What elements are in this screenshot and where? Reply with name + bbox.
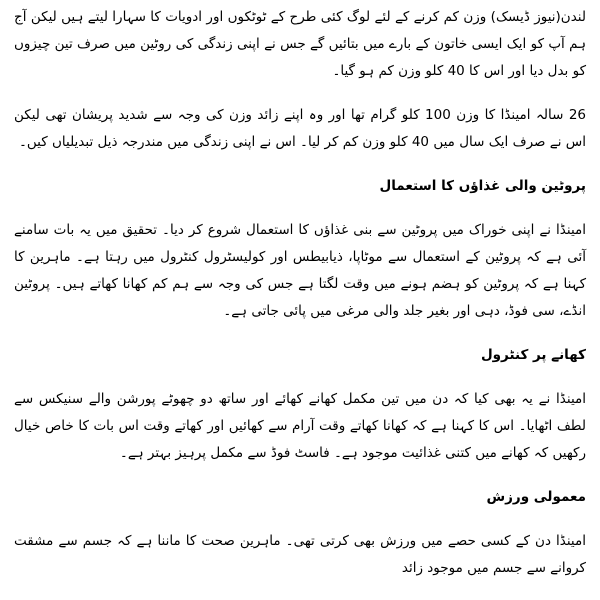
section-body-food-control: امینڈا نے یہ بھی کیا کہ دن میں تین مکمل کھانے کھائے اور ساتھ دو چھوٹے پورشن والے سنیکس سے لطف اٹھایا۔ اس کا کہنا ہے کہ کھانا کھاتے وقت آرام سے کھائیں اور کھاتے وقت اس بات کا خاص خیال رکھیں کہ کھانے میں کتنی غذائیت موجود ہے۔ فاسٹ فوڈ سے مکمل پرہیز بہتر ہے۔: [14, 391, 586, 461]
section-heading-food-control: کھانے پر کنٹرول: [480, 347, 586, 363]
section-heading-protein: پروٹین والی غذاؤں کا استعمال: [379, 178, 586, 194]
section-heading-exercise: معمولی ورزش: [486, 489, 586, 505]
intro-paragraph: لندن(نیوز ڈیسک) وزن کم کرنے کے لئے لوگ کئی طرح کے ٹوٹکوں اور ادویات کا سہارا لیتے ہیں لیکن آج ہم آپ کو ایک ایسی خاتون کے بارے میں بتائیں گے جس نے اپنی زندگی کی روٹین میں صرف تین چیزوں کو بدل دیا اور اس کا 40 کلو وزن کم ہو گیا۔: [14, 9, 586, 79]
section-body-exercise: امینڈا دن کے کسی حصے میں ورزش بھی کرتی تھی۔ ماہرین صحت کا ماننا ہے کہ جسم سے مشقت کروانے سے جسم میں موجود زائد: [14, 533, 586, 576]
section-body-protein: امینڈا نے اپنی خوراک میں پروٹین سے بنی غذاؤں کا استعمال شروع کر دیا۔ تحقیق میں یہ بات سامنے آئی ہے کہ پروٹین کے استعمال سے موٹاپا، ذیابیطس اور کولیسٹرول کنٹرول میں رہتا ہے۔ ماہرین کا کہنا ہے کہ پروٹین کو ہضم ہونے میں وقت لگتا ہے جس کی وجہ سے ہم کم کھانا کھاتے ہیں۔ پروٹین انڈے، سی فوڈ، دہی اور بغیر جلد والی مرغی میں پائی جاتی ہے۔: [14, 222, 586, 319]
background-paragraph: 26 سالہ امینڈا کا وزن 100 کلو گرام تھا اور وہ اپنے زائد وزن کی وجہ سے شدید پریشان تھی لیکن اس نے صرف ایک سال میں 40 کلو وزن کم کر لیا۔ اس نے اپنی زندگی میں مندرجہ ذیل تبدیلیاں کیں۔: [14, 107, 586, 150]
